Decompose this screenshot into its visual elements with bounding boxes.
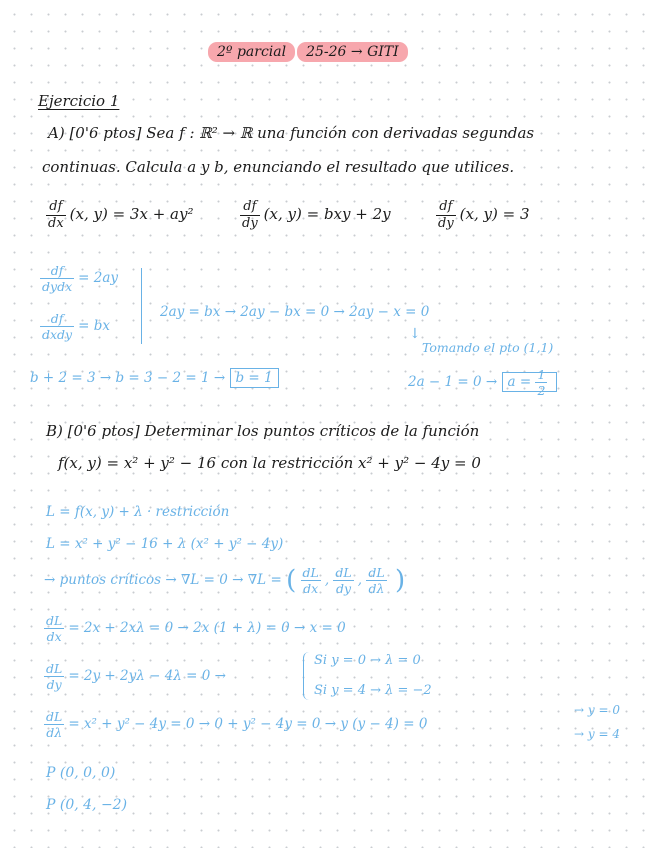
down-arrow-icon: ↓ [409,326,421,342]
solution-y-0: → y = 0 [574,703,620,717]
mixed-partial-dydx-rhs: = 2ay [78,270,118,287]
fraction-dL-dy-eq: $\frac{dL}{dy}$ [46,661,63,693]
given-partial-dy-rhs: (x, y) = bxy + 2y [263,205,391,224]
fraction-one-half: $\frac{1}{2}$ [537,367,546,399]
critical-point-1: P (0, 0, 0) [46,765,116,781]
header-title-left: 2º parcial [208,42,295,62]
fraction-df-dydx: $\frac{df}{\text{dydx}}$ [42,263,73,295]
critical-point-2: P (0, 4, −2) [46,797,128,813]
mixed-partial-dydx [40,264,118,293]
partial-L-x-rhs: = 2x + 2xλ = 0 → 2x (1 + λ) = 0 → x = 0 [68,620,346,637]
header-title-right: 25-26 → GITI [297,42,408,62]
mixed-partial-dxdy [40,312,110,341]
given-partial-dy-2 [436,200,530,230]
b-calculation: b + 2 = 3 → b = 3 − 2 = 1 → b = 1 [30,372,279,386]
part-b-statement-line-2: f(x, y) = x² + y² − 16 con la restricción x² + y² − 4y = 0 [58,454,481,472]
fraction-dL-dx-eq: $\frac{dL}{dx}$ [46,613,63,645]
evaluation-note: Tomando el pto (1,1) [422,340,554,355]
fraction-dL-dx: $\frac{dL}{dx}$ [302,565,319,597]
given-partial-dy-2-rhs: (x, y) = 3 [459,205,530,224]
given-partial-dy [240,200,391,230]
case-y-0: Si y = 0 → λ = 0 [314,653,421,668]
partial-L-y-rhs: = 2y + 2yλ − 4λ = 0 → [68,668,226,685]
fraction-dL-dlambda: $\frac{dL}{d\lambda}$ [368,565,385,597]
part-a-statement-line-1: A) [0'6 ptos] Sea f : ℝ² → ℝ una función con derivadas segundas [48,124,535,142]
mixed-partial-dxdy-rhs: = bx [78,318,110,335]
case-y-4: Si y = 4 → λ = −2 [314,683,432,698]
fraction-df-dy-2: $\frac{df}{dy}$ [438,199,454,231]
fraction-df-dy: $\frac{df}{dy}$ [242,199,258,231]
part-a-statement-line-2: continuas. Calcula a y b, enunciando el resultado que utilices. [42,158,515,176]
cases-bracket [303,652,312,700]
fraction-dL-dlambda-eq: $\frac{dL}{d\lambda}$ [46,709,63,741]
schwarz-chain: 2ay = bx → 2ay − bx = 0 → 2ay − x = 0 [160,304,430,320]
given-partial-dx [46,200,193,230]
given-partial-dx-rhs: (x, y) = 3x + ay² [69,205,194,224]
fraction-dL-dy: $\frac{dL}{dy}$ [335,565,352,597]
fraction-df-dx: $\frac{df}{dx}$ [48,199,64,231]
partial-L-lambda [44,710,427,739]
a-result-box: a = $\frac{1}{2}$ [502,372,558,392]
exercise-title: Ejercicio 1 [38,92,120,110]
solution-y-4: → y = 4 [574,727,620,741]
a-calculation: 2a − 1 = 0 → a = $\frac{1}{2}$ [408,368,557,397]
critical-points-gradient: → puntos críticos → ∇L = 0 → ∇L = ( $\frac{dL}{dx}$ , $\frac{dL}{dy}$ , $\frac{dL}{d\lambda}$ ) [44,565,406,597]
fraction-df-dxdy: $\frac{df}{\text{dxdy}}$ [42,311,73,343]
part-b-statement-line-1: B) [0'6 ptos] Determinar los puntos críticos de la función [46,422,480,440]
partial-L-lambda-rhs: = x² + y² − 4y = 0 → 0 + y² − 4y = 0 → y (y − 4) = 0 [68,716,428,733]
b-result-box: b = 1 [230,368,279,388]
lagrangian-definition: L = f(x, y) + λ · restricción [46,504,230,520]
page-header [208,44,408,59]
partial-L-x [44,614,346,643]
partial-L-y [44,662,226,691]
schwarz-bracket [133,268,142,344]
lagrangian-expression: L = x² + y² − 16 + λ (x² + y² − 4y) [46,536,284,552]
